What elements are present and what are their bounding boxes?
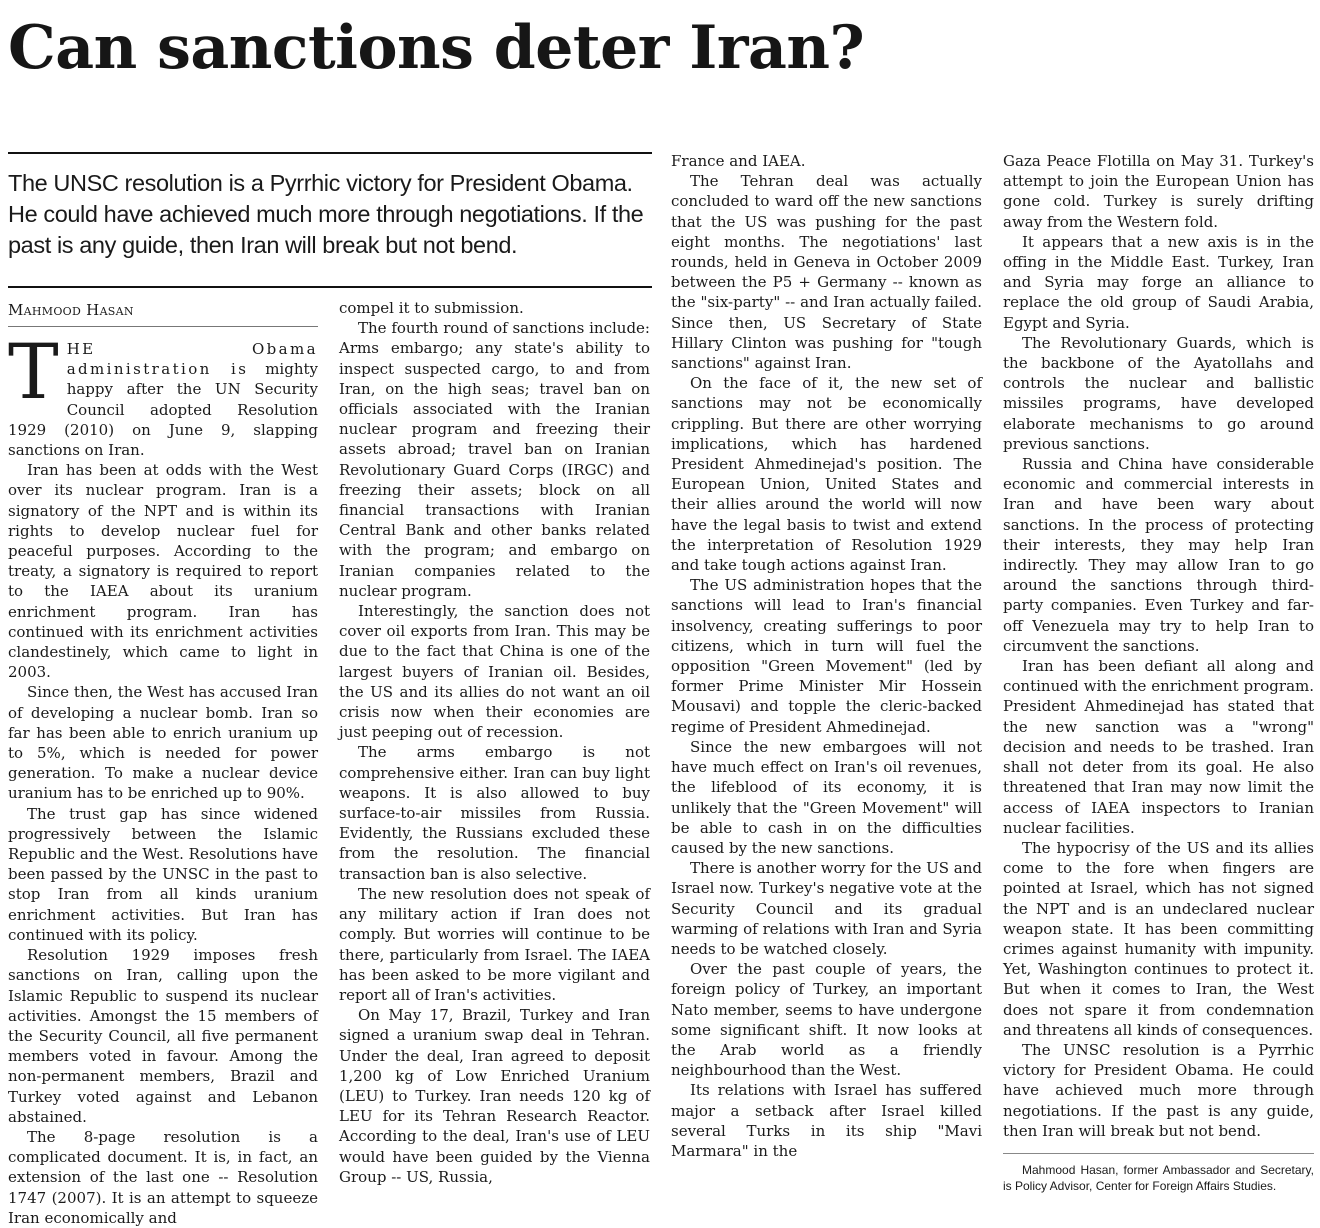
lead-text: mighty happy after the UN Security Council adopted Resolution 1929 (2010) on June 9, slapping sanctions on Iran. [8, 360, 318, 460]
drop-cap: T [8, 327, 59, 416]
lead-uppercase-text: HE Obama administration is [66, 340, 318, 379]
paragraph: Russia and China have considerable economic and commercial interests in Iran and have been wary about sanctions. In the process of protecting their interests, they may help Iran indirectly. They may allow Iran to go around the sanctions through third-party companies. Even Turkey and far-off Venezuela may try to help Iran to circumvent the sanctions. [1003, 455, 1314, 655]
paragraph: The fourth round of sanctions include: Arms embargo; any state's ability to inspect suspected cargo, to and from Iran, on the high seas; travel ban on officials associated with the Iranian nuclear program and freezing their assets abroad; travel ban on Iranian Revolutionary Guard Corps (IRGC) and freezing their assets; block on all financial transactions with Iranian Central Bank and other banks related with the program; and embargo on Iranian companies related to the nuclear program. [339, 319, 650, 600]
paragraph: It appears that a new axis is in the offing in the Middle East. Turkey, Iran and Syria may forge an alliance to replace the old group of Saudi Arabia, Egypt and Syria. [1003, 232, 1314, 332]
paragraph: The UNSC resolution is a Pyrrhic victory for President Obama. He could have achieved much more through negotiations. If the past is any guide, then Iran will break but not bend. [1003, 1040, 1314, 1140]
paragraph: The Revolutionary Guards, which is the backbone of the Ayatollahs and controls the nuclear and ballistic missiles programs, have developed elaborate mechanisms to go around previous sanctions. [1003, 333, 1314, 453]
paragraph: The hypocrisy of the US and its allies come to the fore when fingers are pointed at Israel, which has not signed the NPT and is an undeclared nuclear weapon state. It has been committing crimes against humanity with impunity. Yet, Washington continues to protect it. But when it comes to Iran, the West does not spare it from condemnation and threatens all kinds of consequences. [1003, 838, 1314, 1039]
paragraph: Iran has been defiant all along and continued with the enrichment program. President Ahmedinejad has stated that the new sanction was a "wrong" decision and needs to be trashed. Iran shall not deter from its goal. He also threatened that Iran may now limit the access of IAEA inspectors to Iranian nuclear facilities. [1003, 657, 1314, 837]
author-note-divider [1003, 1153, 1314, 1154]
article-column-3 [671, 151, 982, 1161]
paragraph: On May 17, Brazil, Turkey and Iran signed a uranium swap deal in Tehran. Under the deal, Iran agreed to deposit 1,200 kg of Low Enriched Uranium (LEU) to Turkey. Iran needs 120 kg of LEU for its Tehran Research Reactor. According to the deal, Iran's use of LEU would have been guided by the Vienna Group -- US, Russia, [339, 1006, 650, 1186]
paragraph: On the face of it, the new set of sanctions may not be economically crippling. But there are other worrying implications, which has hardened President Ahmedinejad's position. The European Union, United States and their allies around the world will now have the legal basis to twist and extend the interpretation of Resolution 1929 and take tough actions against Iran. [671, 374, 982, 575]
headline: Can sanctions deter Iran? [8, 13, 865, 83]
paragraph: Over the past couple of years, the foreign policy of Turkey, an important Nato member, seems to have undergone some significant shift. It now looks at the Arab world as a friendly neighbourhood than the West. [671, 960, 982, 1080]
article-column-1 [8, 300, 318, 1228]
author-note: Mahmood Hasan, former Ambassador and Secretary, is Policy Advisor, Center for Foreign Affairs Studies. [1003, 1162, 1314, 1193]
continued-text: Gaza Peace Flotilla on May 31. Turkey's attempt to join the European Union has gone cold. Turkey is surely drifting away from the Western fold. [1003, 152, 1314, 231]
paragraph: The new resolution does not speak of any military action if Iran does not comply. But worries will continue to be there, particularly from Israel. The IAEA has been asked to be more vigilant and report all of Iran's activities. [339, 884, 650, 1004]
article-column-2 [339, 298, 650, 1187]
paragraph: The Tehran deal was actually concluded to ward off the new sanctions that the US was pushing for the past eight months. The negotiations' last rounds, held in Geneva in October 2009 between the P5 + Germany -- known as the "six-party" -- and Iran actually failed. Since then, US Secretary of State Hillary Clinton was pushing for "tough sanctions" against Iran. [671, 172, 982, 373]
paragraph: Iran has been at odds with the West over its nuclear program. Iran is a signatory of the NPT and is within its rights to develop nuclear fuel for peaceful purposes. According to the treaty, a signatory is required to report to the IAEA about its uranium enrichment program. Iran has continued with its enrichment activities clandestinely, which came to light in 2003. [8, 461, 318, 682]
article-column-4 [1003, 151, 1314, 1194]
paragraph: Interestingly, the sanction does not cover oil exports from Iran. This may be due to the fact that China is one of the largest buyers of Iranian oil. Besides, the US and its allies do not want an oil crisis now when their economies are just peeping out of recession. [339, 602, 650, 742]
paragraph: The arms embargo is not comprehensive either. Iran can buy light weapons. It is also allowed to buy surface-to-air missiles from Russia. Evidently, the Russians excluded these from the resolution. The financial transaction ban is also selective. [339, 743, 650, 883]
byline: Mahmood Hasan [8, 301, 134, 319]
paragraph: There is another worry for the US and Israel now. Turkey's negative vote at the Security Council and its gradual warming of relations with Iran and Syria needs to be watched closely. [671, 859, 982, 958]
continued-text: France and IAEA. [671, 152, 806, 170]
continued-text: compel it to submission. [339, 299, 524, 317]
paragraph: Since the new embargoes will not have much effect on Iran's oil revenues, the lifeblood of its economy, it is unlikely that the "Green Movement" will be able to cash in on the difficulties caused by the new sanctions. [671, 737, 982, 857]
paragraph: Since then, the West has accused Iran of developing a nuclear bomb. Iran so far has been able to enrich uranium up to 5%, which is needed for power generation. To make a nuclear device uranium has to be enriched up to 90%. [8, 683, 318, 803]
lead-paragraph [8, 327, 318, 460]
paragraph: The US administration hopes that the sanctions will lead to Iran's financial insolvency, creating sufferings to poor citizens, which in turn will fuel the opposition "Green Movement" (led by former Prime Minister Mir Hossein Mousavi) and topple the cleric-backed regime of President Ahmedinejad. [671, 576, 982, 736]
pull-quote-box [8, 152, 652, 288]
pull-quote: The UNSC resolution is a Pyrrhic victory for President Obama. He could have achieved much more through negotiations. If the past is any guide, then Iran will break but not bend. [8, 170, 644, 258]
paragraph: The trust gap has since widened progressively between the Islamic Republic and the West. Resolutions have been passed by the UNSC in the past to stop Iran from all kinds uranium enrichment activities. But Iran has continued with its policy. [8, 804, 318, 944]
paragraph: Its relations with Israel has suffered major a setback after Israel killed several Turks in its ship "Mavi Marmara" in the [671, 1081, 982, 1160]
paragraph: The 8-page resolution is a complicated document. It is, in fact, an extension of the last one -- Resolution 1747 (2007). It is an attempt to squeeze Iran economically and [8, 1127, 318, 1227]
paragraph: Resolution 1929 imposes fresh sanctions on Iran, calling upon the Islamic Republic to suspend its nuclear activities. Amongst the 15 members of the Security Council, all five permanent members voted in favour. Among the non-permanent members, Brazil and Turkey voted against and Lebanon abstained. [8, 946, 318, 1126]
